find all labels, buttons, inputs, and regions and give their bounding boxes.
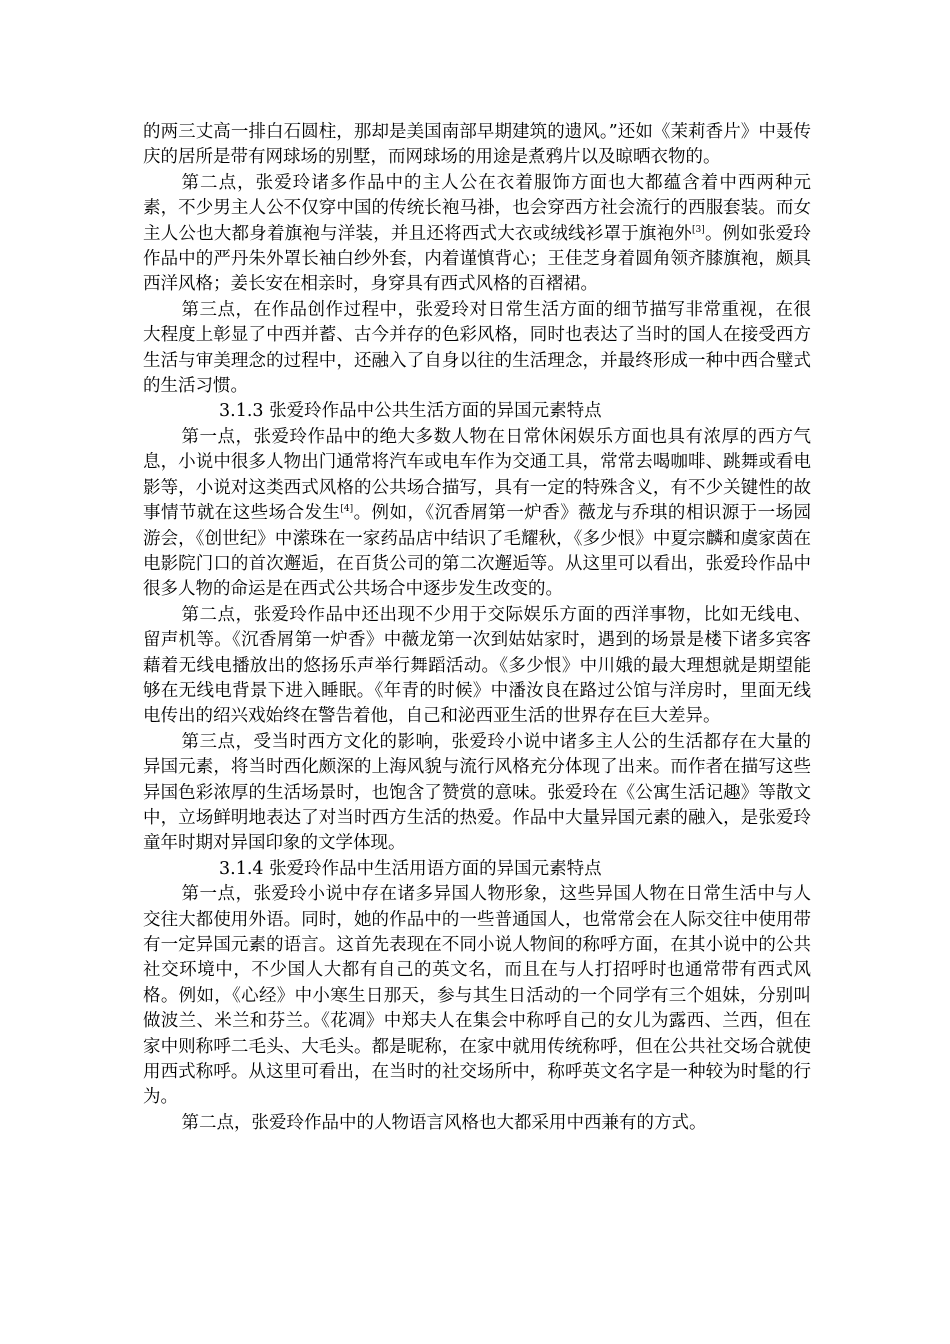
paragraph-5 <box>143 603 811 730</box>
citation-ref: [4] <box>340 504 354 515</box>
heading-text: 3.1.4 张爱玲作品中生活用语方面的异国元素特点 <box>219 858 602 879</box>
paragraph-4 <box>143 425 811 603</box>
citation-ref: [3] <box>692 224 705 235</box>
paragraph-2 <box>143 171 811 298</box>
paragraph-3 <box>143 298 811 400</box>
document-page <box>143 120 811 1136</box>
paragraph-text: 的两三丈高一排白石圆柱，那却是美国南部早期建筑的遗风。”还如《茉莉香片》中聂传庆的居所是带有网球场的别墅，而网球场的用途是煮鸦片以及晾晒衣物的。 <box>143 122 811 168</box>
paragraph-1 <box>143 120 811 171</box>
section-heading-3-1-3 <box>143 399 811 424</box>
paragraph-text: 第三点，在作品创作过程中，张爱玲对日常生活方面的细节描写非常重视，在很大程度上彰显了中西并蓄、古今并存的色彩风格，同时也表达了当时的国人在接受西方生活与审美理念的过程中，还融入了自身以往的生活理念，并最终形成一种中西合璧式的生活习惯。 <box>143 299 811 397</box>
paragraph-text: 第一点，张爱玲小说中存在诸多异国人物形象，这些异国人物在日常生活中与人交往大都使用外语。同时，她的作品中的一些普通国人，也常常会在人际交往中使用带有一定异国元素的语言。这首先表现在不同小说人物间的称呼方面，在其小说中的公共社交环境中，不少国人大都有自己的英文名，而且在与人打招呼时也通常带有西式风格。例如，《心经》中小寒生日那天，参与其生日活动的一个同学有三个姐妹，分别叫做波兰、米兰和芬兰。《花凋》中郑夫人在集会中称呼自己的女儿为露西、兰西，但在家中则称呼二毛头、大毛头。都是昵称，在家中就用传统称呼，但在公共社交场合就使用西式称呼。从这里可看出，在当时的社交场所中，称呼英文名字是一种较为时髦的行为。 <box>143 884 811 1108</box>
paragraph-text: 第二点，张爱玲作品中的人物语言风格也大都采用中西兼有的方式。 <box>181 1112 707 1133</box>
paragraph-text: 。例如，《沉香屑第一炉香》薇龙与乔琪的相识源于一场园游会，《创世纪》中潆珠在一家药品店中结识了毛耀秋，《多少恨》中夏宗麟和虞家茵在电影院门口的首次邂逅，在百货公司的第二次邂逅等。从这里可以看出，张爱玲作品中很多人物的命运是在西式公共场合中逐步发生改变的。 <box>143 503 811 600</box>
paragraph-text: 第二点，张爱玲作品中还出现不少用于交际娱乐方面的西洋事物，比如无线电、留声机等。《沉香屑第一炉香》中薇龙第一次到姑姑家时，遇到的场景是楼下诸多宾客藉着无线电播放出的悠扬乐声举行舞蹈活动。《多少恨》中川娥的最大理想就是期望能够在无线电背景下进入睡眠。《年青的时候》中潘汝良在路过公馆与洋房时，里面无线电传出的绍兴戏始终在警告着他，自己和泌西亚生活的世界存在巨大差异。 <box>143 604 811 727</box>
paragraph-text: 。例如张爱玲作品中的严丹朱外罩长袖白纱外套，内着谨慎背心；王佳芝身着圆角领齐膝旗袍，颇具西洋风格；姜长安在相亲时，身穿具有西式风格的百褶裙。 <box>143 223 812 295</box>
paragraph-6 <box>143 730 811 857</box>
paragraph-text: 第一点，张爱玲作品中的绝大多数人物在日常休闲娱乐方面也具有浓厚的西方气息，小说中很多人物出门通常将汽车或电车作为交通工具，常常去喝咖啡、跳舞或看电影等，小说对这类西式风格的公共场合描写，具有一定的特殊含义，有不少关键性的故事情节就在这些场合发生 <box>143 426 811 524</box>
paragraph-8 <box>143 1111 811 1136</box>
section-heading-3-1-4 <box>143 857 811 882</box>
heading-text: 3.1.3 张爱玲作品中公共生活方面的异国元素特点 <box>219 401 602 422</box>
paragraph-7 <box>143 882 811 1111</box>
paragraph-text: 第二点，张爱玲诸多作品中的主人公在衣着服饰方面也大都蕴含着中西两种元素，不少男主人公不仅穿中国的传统长袍马褂，也会穿西方社会流行的西服套装。而女主人公也大都身着旗袍与洋装，并且还将西式大衣或绒线衫罩于旗袍外 <box>143 172 811 244</box>
paragraph-text: 第三点，受当时西方文化的影响，张爱玲小说中诸多主人公的生活都存在大量的异国元素，将当时西化颇深的上海风貌与流行风格充分体现了出来。而作者在描写这些异国色彩浓厚的生活场景时，也饱含了赞赏的意味。张爱玲在《公寓生活记趣》等散文中，立场鲜明地表达了对当时西方生活的热爱。作品中大量异国元素的融入，是张爱玲童年时期对异国印象的文学体现。 <box>143 731 811 854</box>
